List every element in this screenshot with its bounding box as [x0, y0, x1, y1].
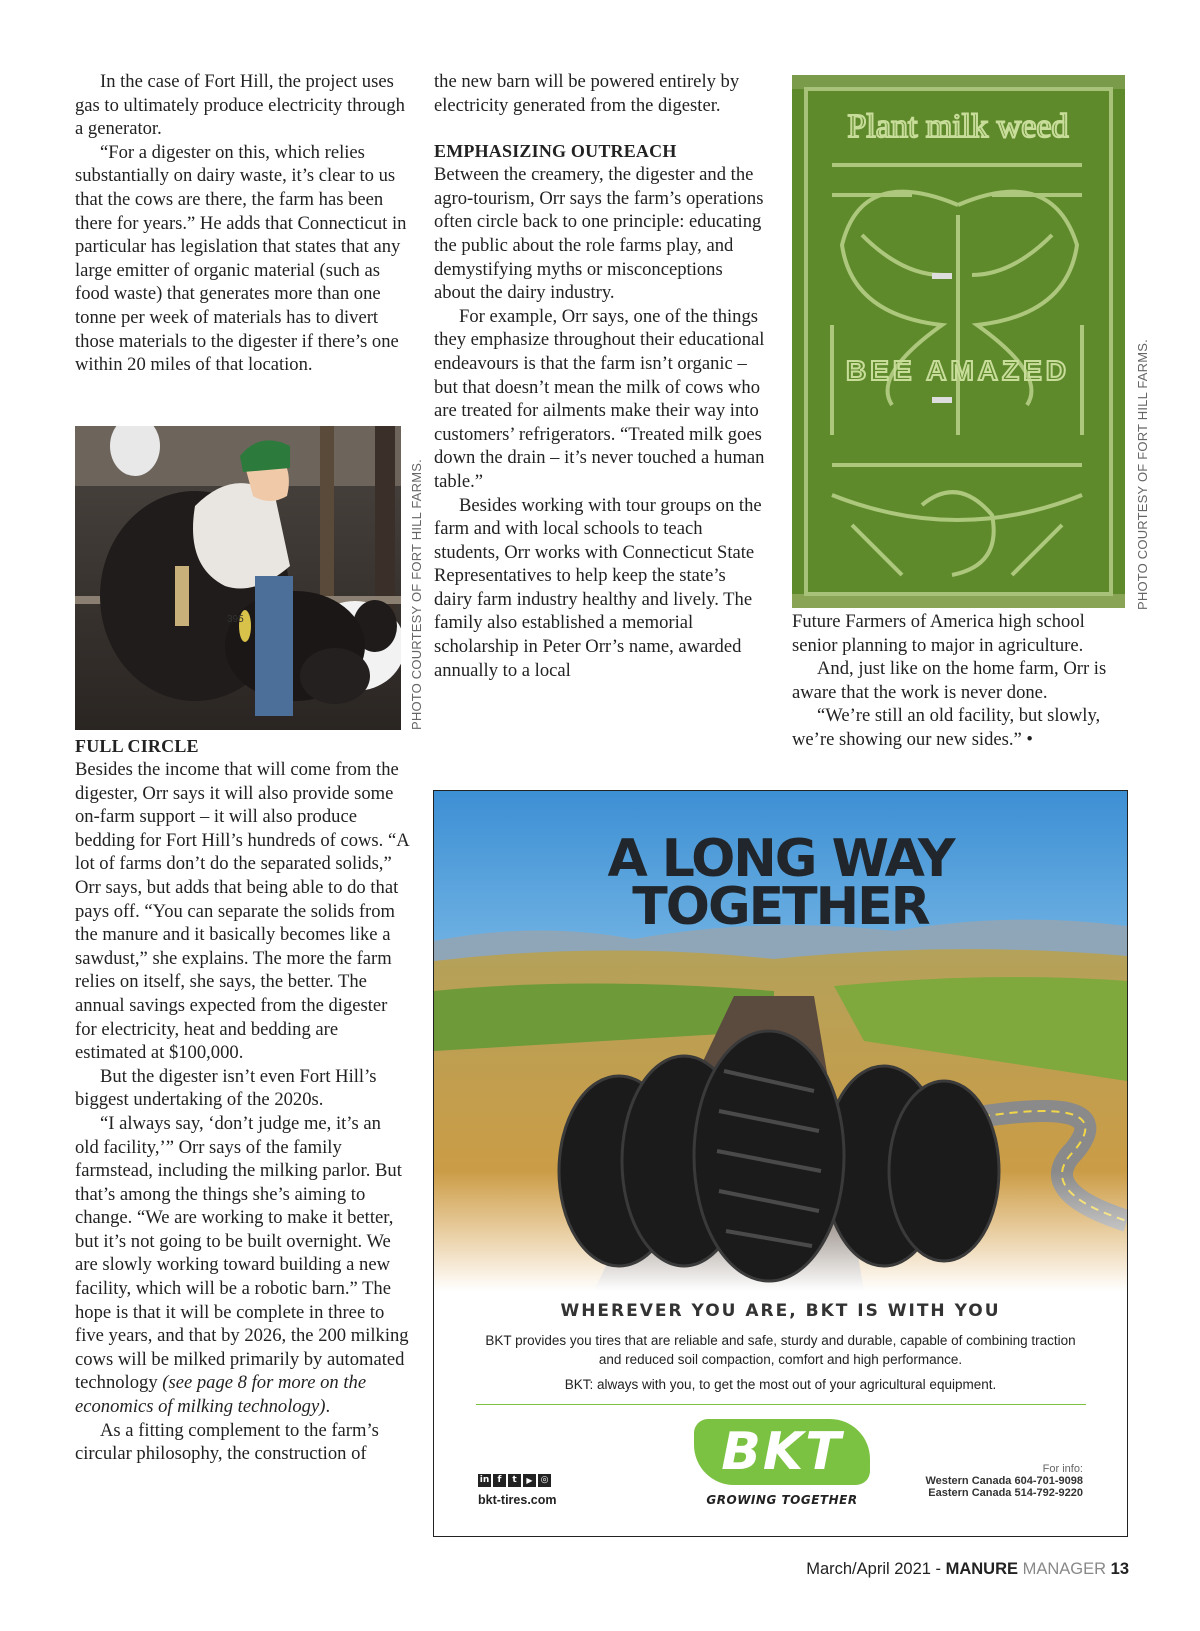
corn-maze-photo [792, 75, 1125, 608]
paragraph: But the digester isn’t even Fort Hill’s biggest undertaking of the 2020s. [75, 1065, 377, 1111]
paragraph: For example, Orr says, one of the things they emphasize throughout their educational endeavours is that the farm isn’t organic – but that doesn’t mean the milk of cows who are treated for ailments make their way into customers’ refrigerators. “Treated milk goes down the drain – it’s never touched a human table.” [434, 305, 765, 492]
maze-title-text: Plant milk weed [847, 108, 1069, 145]
paragraph: “I always say, ‘don’t judge me, it’s an old facility,’” Orr says of the family farmstead, including the milking parlor. But that’s among the things she’s aiming to change. “We are working to make it better, but it’s not going to be built overnight. We are slowly working toward building a new facility, which will be a robotic barn.” The hope is that it will be complete in three to five years, and that by 2026, the 200 milking cows will be milked primarily by automated technology (see page 8 for more on the economics of milking technology). [75, 1112, 409, 1418]
ad-body-text-2: BKT: always with you, to get the most out of your agricultural equipment. [564, 1377, 997, 1392]
photo-credit-maze: PHOTO COURTESY OF FORT HILL FARMS. [1135, 339, 1150, 610]
contact-info [925, 1463, 1083, 1499]
paragraph: “We’re still an old facility, but slowly, we’re showing our new sides.” • [792, 705, 1101, 750]
ad-headline-line-2: TOGETHER [632, 877, 929, 937]
page-number: 13 [1110, 1560, 1129, 1578]
corn-maze-illustration [792, 75, 1125, 608]
linkedin-icon[interactable]: in [479, 1475, 490, 1485]
section-heading-outreach: EMPHASIZING OUTREACH [434, 141, 677, 162]
paragraph: In the case of Fort Hill, the project uses gas to ultimately produce electricity through a generator. [75, 71, 405, 140]
ad-headline-line-1: A LONG WAY [607, 829, 954, 889]
ad-tagline: WHEREVER YOU ARE, BKT IS WITH YOU [560, 1301, 1001, 1321]
cow-hug-illustration [75, 426, 401, 730]
article-column-1 [75, 70, 409, 377]
twitter-icon[interactable]: t [508, 1474, 521, 1487]
magazine-name-part-1: MANURE [945, 1560, 1019, 1578]
paragraph: Besides working with tour groups on the farm and with local schools to teach students, Orr works with Connecticut State Representatives to help keep the state’s dairy farm industry healthy and lively. The family also established a memorial scholarship in Peter Orr’s name, awarded annually to a local [434, 494, 762, 681]
section-heading-full-circle: FULL CIRCLE [75, 736, 199, 756]
ear-tag-number: 395 [227, 614, 244, 625]
cow-photo [75, 426, 401, 730]
photo-credit-cow: PHOTO COURTESY OF FORT HILL FARMS. [409, 459, 424, 730]
for-info-label: For info: [1042, 1463, 1083, 1475]
paragraph: Besides the income that will come from the digester, Orr says it will also provide some on-farm support – it will also produce bedding for Fort Hill’s hundreds of cows. “A lot of farms don’t do the separated solids,” Orr says, but adds that being able to do that pays off. “You can separate the solids from the manure and it basically becomes like a sawdust,” she explains. The more the farm relies on itself, she says, the better. The annual savings expected from the digester for electricity, heat and bedding are estimated at $100,000. [75, 759, 409, 1064]
paragraph: the new barn will be powered entirely by electricity generated from the digester. [434, 71, 740, 116]
full-circle-section [75, 734, 409, 1466]
bkt-logo-text: BKT [721, 1422, 843, 1482]
instagram-icon[interactable]: ◎ [538, 1474, 551, 1487]
article-column-3 [792, 610, 1126, 752]
eastern-canada-phone: Eastern Canada 514-792-9220 [928, 1487, 1083, 1499]
bkt-logo[interactable] [694, 1419, 870, 1485]
ad-body-text: BKT provides you tires that are reliable and safe, sturdy and durable, capable of combining traction and reduced soil compaction, comfort and high performance. [485, 1333, 1076, 1367]
paragraph: “For a digester on this, which relies substantially on dairy waste, it’s clear to us that the cows are there, the farm has been there for years.” He adds that Connecticut in particular has legislation that states that any large emitter of organic material (such as food waste) that generates more than one tonne per week of materials has to divert those materials to the digester if there’s one within 20 miles of that location. [75, 141, 407, 376]
article-column-2 [434, 70, 768, 682]
facebook-icon[interactable]: f [493, 1474, 506, 1487]
paragraph: Future Farmers of America high school senior planning to major in agriculture. [792, 611, 1085, 656]
youtube-icon[interactable]: ▶ [523, 1474, 536, 1487]
ad-website-link[interactable]: bkt-tires.com [478, 1493, 557, 1507]
western-canada-phone: Western Canada 604-701-9098 [925, 1475, 1083, 1487]
paragraph: As a fitting complement to the farm’s circular philosophy, the construction of [75, 1419, 379, 1465]
magazine-name-part-2: MANAGER [1018, 1560, 1111, 1578]
maze-bee-amazed-text: BEE AMAZED [845, 355, 1071, 386]
social-icons [478, 1474, 551, 1487]
page-reference: (see page 8 for more on the economics of milking technology) [75, 1372, 367, 1418]
page-footer [806, 1560, 1129, 1579]
bkt-advertisement[interactable] [433, 790, 1128, 1537]
ad-divider [476, 1404, 1086, 1405]
issue-date: March/April 2021 - [806, 1560, 946, 1578]
paragraph: Between the creamery, the digester and the agro-tourism, Orr says the farm’s operations often circle back to one principle: educating the public about the role farms play, and demystifying myths or misconceptions about the dairy industry. [434, 164, 764, 304]
bkt-logo-tagline: GROWING TOGETHER [706, 1493, 858, 1507]
paragraph: And, just like on the home farm, Orr is aware that the work is never done. [792, 658, 1107, 703]
